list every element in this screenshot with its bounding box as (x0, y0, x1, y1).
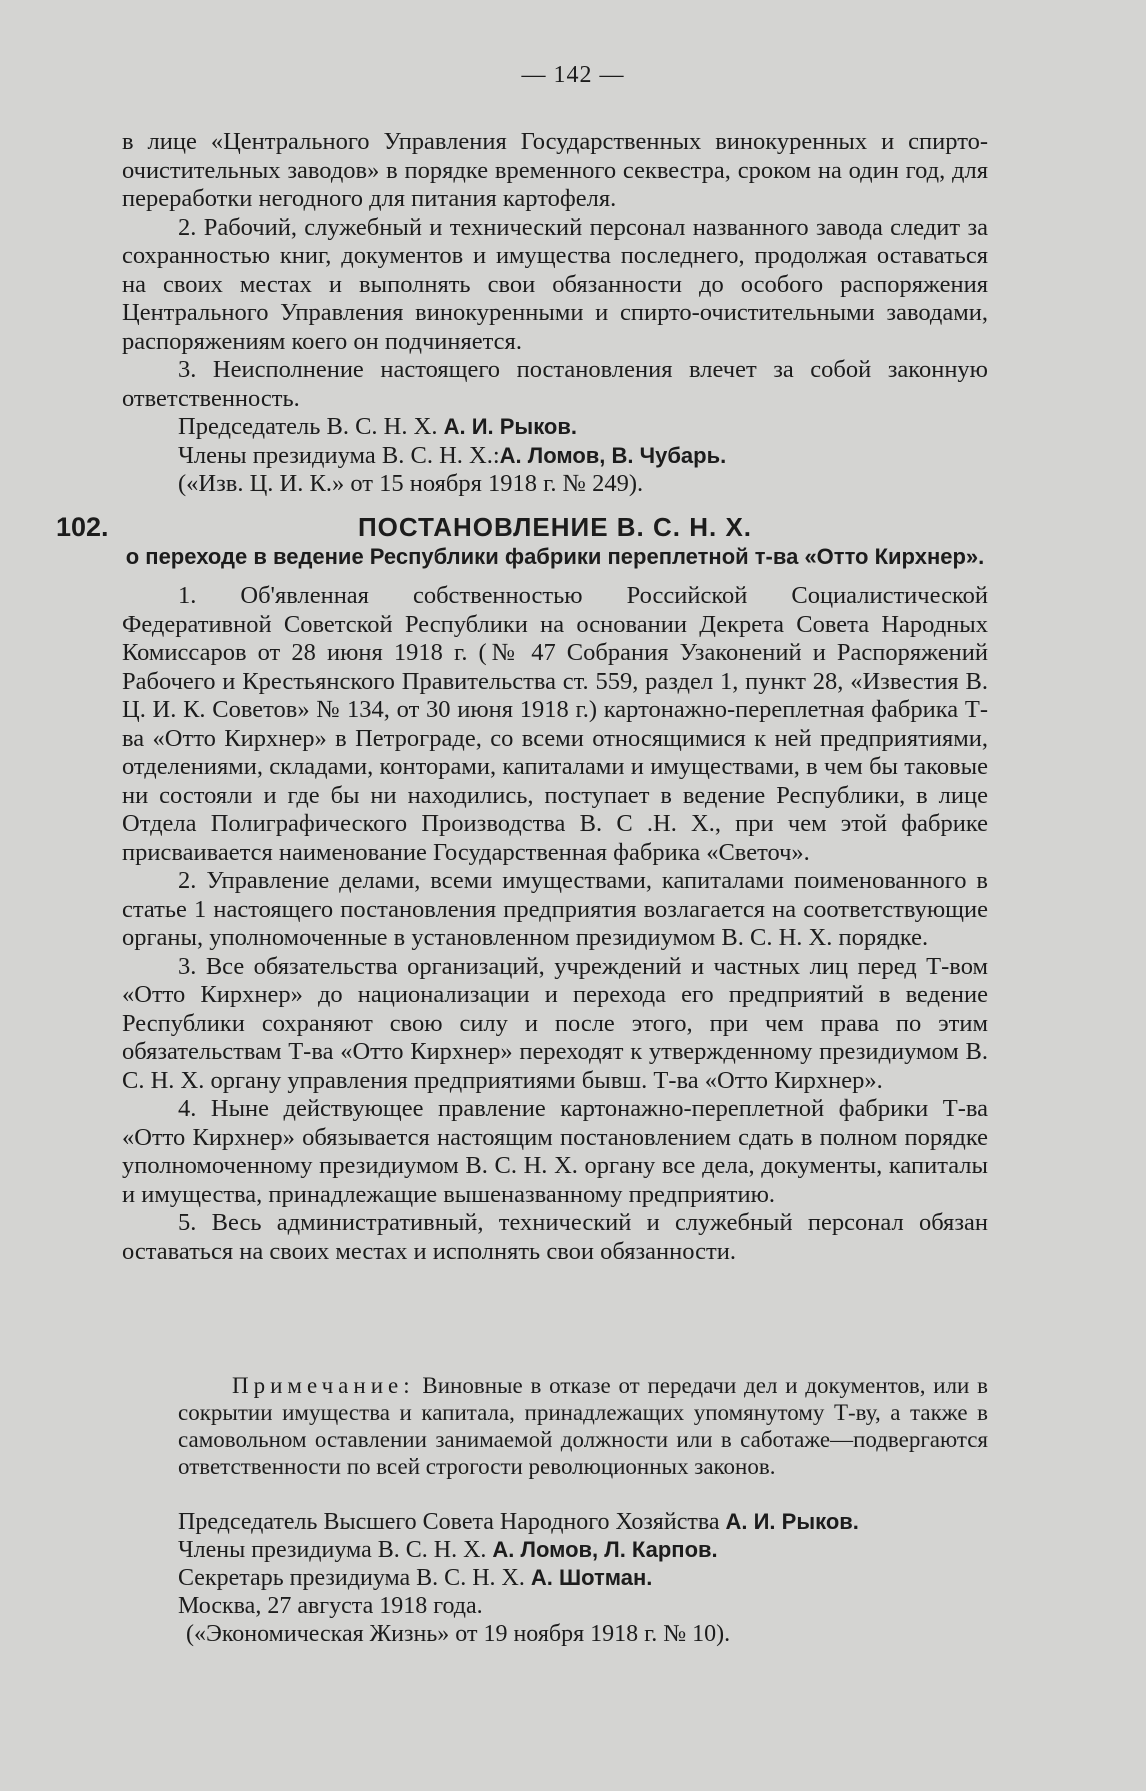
date-line: Москва, 27 августа 1918 года. (178, 1593, 483, 1619)
note-label: Примечание: (232, 1373, 415, 1398)
signature-name: А. Ломов, В. Чубарь. (499, 442, 727, 468)
document-number: 102. (56, 512, 109, 542)
paragraph: в лице «Центрального Управления Государственных винокуренных и спирто-очистительных заводов» в порядке временного секвестра, сроком на один год, для переработки негодного для питания картофеля. (122, 128, 988, 212)
paragraph: 1. Об'явленная собственностью Российской Социалистической Федеративной Советской Республики на основании Декрета Совета Народных Комиссаров от 28 июня 1918 г. (№ 47 Собрания Узаконений и Распоряжений Рабочего и Крестьянского Правительства ст. 559, раздел 1, пункт 28, «Известия В. Ц. И. К. Советов» № 134, от 30 июня 1918 г.) картонажно-переплетная фабрика Т-ва «Отто Кирхнер» в Петрограде, со всеми относящимися к ней предприятиями, отделениями, складами, конторами, капиталами и имуществами, в чем бы таковые ни состояли и где бы ни находились, поступает в ведение Республики, в лице Отдела Полиграфического Производства В. С .Н. Х., при чем этой фабрике присваивается наименование Государственная фабрика «Светоч». (122, 582, 988, 866)
signatures-block (178, 1508, 1008, 1648)
signature-label: Члены президиума В. С. Н. Х. (178, 1537, 487, 1563)
signature-name: А. И. Рыков. (443, 414, 577, 439)
paragraph: 3. Неисполнение настоящего постановления влечет за собой законную ответственность. (122, 356, 988, 412)
page-number: — 142 — (521, 62, 625, 88)
signature-name: А. Шотман. (530, 1565, 653, 1590)
document-subtitle: о переходе в ведение Республики фабрики переплетной т-ва «Отто Кирхнер». (125, 544, 985, 569)
signature-line (178, 1508, 1008, 1536)
signature-label: Председатель В. С. Н. Х. (178, 413, 438, 440)
source-citation: («Экономическая Жизнь» от 19 ноября 1918 г. № 10). (186, 1621, 731, 1647)
paragraph: 4. Ныне действующее правление картонажно-переплетной фабрики Т-ва «Отто Кирхнер» обязывается настоящим постановлением сдать в полном порядке уполномоченному президиумом В. С. Н. Х. органу все дела, документы, капиталы и имущества, принадлежащие вышеназванному предприятию. (122, 1095, 988, 1208)
note-text: Виновные в отказе от передачи дел и документов, или в сокрытии имущества и капитала, принадлежащих упомянутому Т-ву, а также в самовольном оставлении занимаемой должности или в саботаже—подвергаются ответственности по всей строгости революционных законов. (178, 1373, 988, 1479)
document-title: ПОСТАНОВЛЕНИЕ В. С. Н. Х. (357, 512, 753, 542)
signature-line (178, 413, 988, 442)
signature-label: Секретарь президиума В. С. Н. Х. (178, 1565, 525, 1591)
decree-body (122, 582, 988, 1266)
signature-label: Председатель Высшего Совета Народного Хозяйства (178, 1509, 720, 1535)
signature-name: А. И. Рыков. (725, 1509, 859, 1534)
signature-name: А. Ломов, Л. Карпов. (492, 1537, 718, 1562)
source-citation: («Изв. Ц. И. К.» от 15 ноября 1918 г. № 249). (178, 470, 644, 497)
note (178, 1372, 988, 1480)
paragraph: 5. Весь административный, технический и служебный персонал обязан оставаться на своих местах и исполнять свои обязанности. (122, 1209, 988, 1265)
paragraph: 3. Все обязательства организаций, учреждений и частных лиц перед Т-вом «Отто Кирхнер» до национализации и перехода его предприятий в ведение Республики сохраняют свою силу и после этого, при чем права по этим обязательствам Т-ва «Отто Кирхнер» переходят к утвержденному президиумом В. С. Н. Х. органу управления предприятиями бывш. Т-ва «Отто Кирхнер». (122, 952, 988, 1094)
previous-decree-ending (122, 128, 988, 499)
paragraph: 2. Рабочий, служебный и технический персонал названного завода следит за сохранностью книг, документов и имущества последнего, продолжая оставаться на своих местах и выполнять свои обязанности до особого распоряжения Центрального Управления винокуренными и спирто-очистительными заводами, распоряжениям коего он подчиняется. (122, 213, 988, 355)
signature-line (178, 1564, 1008, 1592)
note-paragraph (178, 1372, 988, 1480)
paragraph: 2. Управление делами, всеми имуществами, капиталами поименованного в статье 1 настоящего постановления предприятия возлагается на соответствующие органы, уполномоченные в установленном президиумом В. С. Н. Х. порядке. (122, 867, 988, 951)
signature-line (178, 1536, 1008, 1564)
signature-line (178, 442, 988, 471)
signature-label: Члены президиума В. С. Н. Х.: (178, 441, 500, 469)
